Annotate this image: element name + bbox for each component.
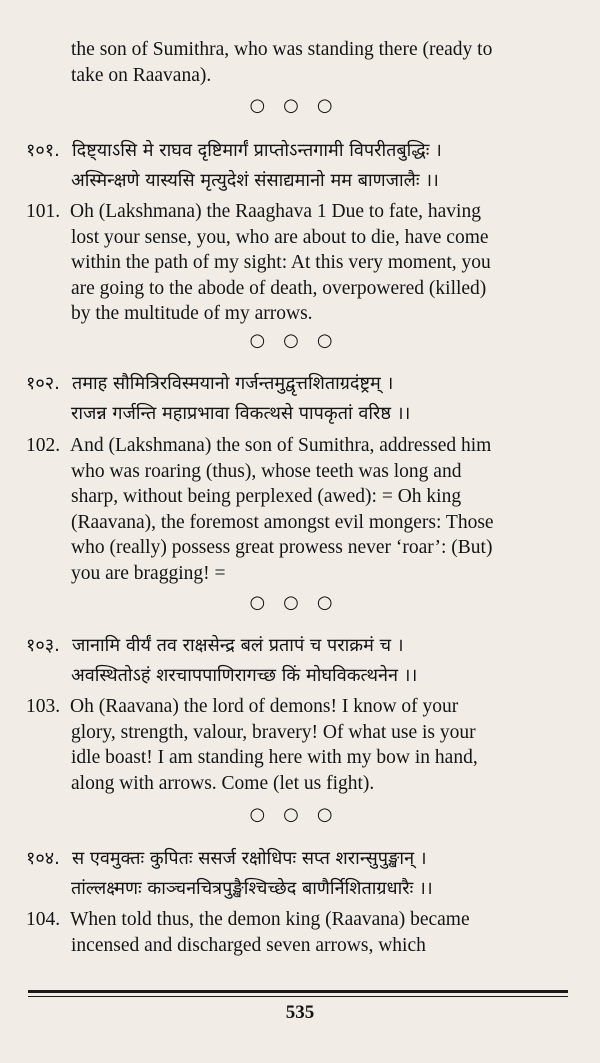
- text-line: (Raavana), the foremost amongst evil mongers: Those: [71, 511, 494, 533]
- translation-104: [26, 907, 568, 958]
- text-line: incensed and discharged seven arrows, which: [71, 934, 426, 956]
- verse-line: जानामि वीर्यं तव राक्षसेन्द्र बलं प्रतापं च पराक्रमं च ।: [72, 635, 404, 656]
- text-line: sharp, without being perplexed (awed): = Oh king: [71, 486, 462, 507]
- verse-number: १०१.: [26, 140, 60, 161]
- footer-rule-thick: [28, 990, 568, 993]
- text-line: Oh (Raavana) the lord of demons! I know of your: [70, 696, 459, 717]
- text-line: idle boast! I am standing here with my bow in hand,: [71, 747, 478, 768]
- text-line: Oh (Lakshmana) the Raaghava 1 Due to fate, having: [70, 201, 481, 222]
- translation-102: [26, 433, 568, 586]
- verse-line: तमाह सौमित्रिरविस्मयानो गर्जन्तमुद्वृत्तशिताग्रदंष्ट्रम् ।: [72, 373, 394, 394]
- text-line: are going to the abode of death, overpowered (killed): [71, 277, 487, 299]
- sanskrit-verse-104: [26, 844, 576, 904]
- translation-103: [26, 694, 568, 796]
- sanskrit-verse-103: [26, 631, 576, 691]
- footer-rule-thin: [28, 996, 568, 997]
- text-line: along with arrows. Come (let us fight).: [71, 772, 375, 794]
- verse-number: 103.: [26, 696, 61, 717]
- ornament-divider: ○○○: [249, 330, 351, 351]
- text-line: lost your sense, you, who are about to die, have come: [71, 226, 489, 248]
- verse-number: १०३.: [26, 635, 60, 656]
- verse-line: स एवमुक्तः कुपितः ससर्ज रक्षोधिपः सप्त शरान्सुपुङ्खान् ।: [72, 848, 427, 869]
- text-line: take on Raavana).: [71, 64, 212, 86]
- text-line: by the multitude of my arrows.: [71, 303, 313, 324]
- sanskrit-verse-101: [26, 136, 576, 196]
- text-line: When told thus, the demon king (Raavana) became: [70, 909, 470, 930]
- text-line: the son of Sumithra, who was standing there (ready to: [71, 39, 493, 60]
- verse-line: राजन्न गर्जन्ति महाप्रभावा विकत्थसे पापकृतां वरिष्ठ ।।: [71, 403, 411, 424]
- english-paragraph-continued: [26, 37, 568, 88]
- verse-number: १०४.: [26, 848, 60, 869]
- page-number: 535: [285, 1002, 315, 1023]
- text-line: glory, strength, valour, bravery! Of what use is your: [71, 721, 476, 743]
- ornament-divider: ○○○: [249, 95, 351, 116]
- text-line: within the path of my sight: At this very moment, you: [71, 252, 491, 273]
- translation-101: [26, 199, 568, 327]
- verse-number: 101.: [26, 201, 61, 222]
- verse-line: तांल्लक्ष्मणः काञ्चनचित्रपुङ्खैश्चिच्छेद बाणैर्निशिताग्रधारैः ।।: [71, 878, 433, 899]
- text-line: who (really) possess great prowess never ‘roar’: (But): [71, 537, 493, 558]
- text-line: you are bragging! =: [71, 562, 226, 584]
- verse-line: दिष्ट्याऽसि मे राघव दृष्टिमार्गं प्राप्तोऽन्तगामी विपरीतबुद्धिः ।: [72, 140, 442, 161]
- verse-number: 104.: [26, 909, 61, 930]
- verse-number: १०२.: [26, 373, 60, 394]
- sanskrit-verse-102: [26, 369, 576, 429]
- text-line: who was roaring (thus), whose teeth was long and: [71, 460, 462, 482]
- text-line: And (Lakshmana) the son of Sumithra, addressed him: [70, 435, 492, 456]
- ornament-divider: ○○○: [249, 804, 351, 825]
- ornament-divider: ○○○: [249, 592, 351, 613]
- verse-line: अस्मिन्क्षणे यास्यसि मृत्युदेशं संसाद्यमानो मम बाणजालैः ।।: [71, 170, 439, 191]
- verse-line: अवस्थितोऽहं शरचापपाणिरागच्छ किं मोघविकत्थनेन ।।: [71, 665, 418, 686]
- verse-number: 102.: [26, 435, 61, 456]
